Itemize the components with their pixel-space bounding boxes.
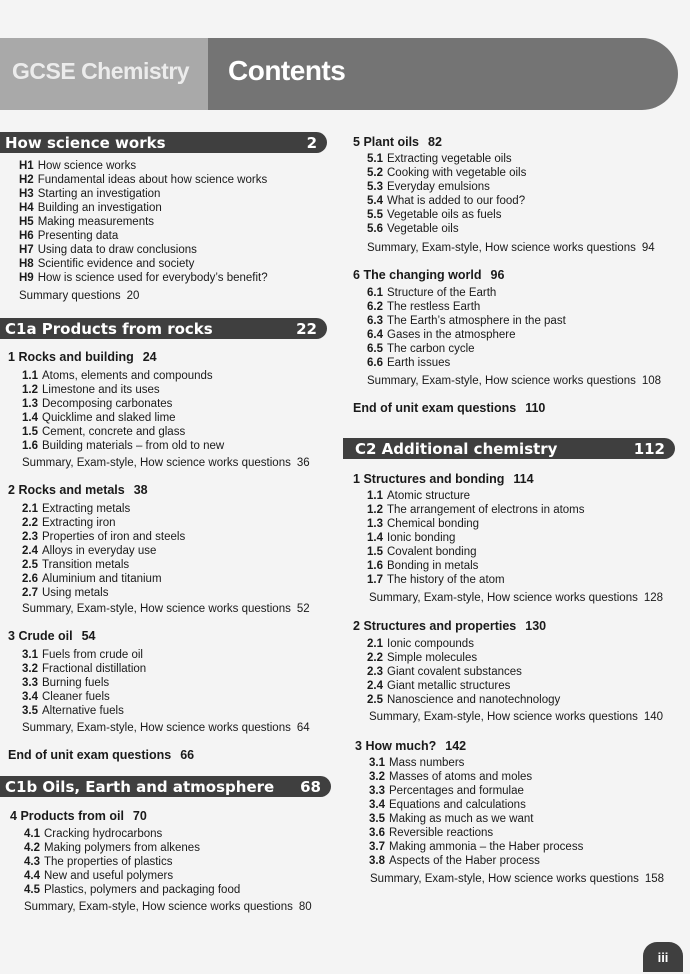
list-item[interactable]: H9 How is science used for everybody’s benefit?: [19, 272, 268, 284]
list-item[interactable]: 4.2 Making polymers from alkenes: [24, 842, 200, 854]
list-item[interactable]: 3.3 Percentages and formulae: [369, 785, 524, 797]
list-item[interactable]: 3.6 Reversible reactions: [369, 827, 494, 839]
list-item[interactable]: H2 Fundamental ideas about how science works: [19, 174, 268, 186]
list-item[interactable]: 2.6 Aluminium and titanium: [22, 573, 162, 585]
end-of-unit-questions[interactable]: End of unit exam questions 110: [353, 401, 546, 415]
list-item[interactable]: 3.2 Fractional distillation: [22, 663, 147, 675]
chapter-heading[interactable]: 1 Rocks and building 24: [8, 350, 157, 364]
list-item[interactable]: 2.3 Properties of iron and steels: [22, 531, 186, 543]
summary-line[interactable]: Summary, Exam-style, How science works questions 36: [22, 457, 310, 469]
unit-page: 2: [306, 134, 317, 152]
chapter-heading[interactable]: 1 Structures and bonding 114: [353, 472, 534, 486]
list-item[interactable]: 5.2 Cooking with vegetable oils: [367, 167, 527, 179]
list-item[interactable]: 3.1 Fuels from crude oil: [22, 649, 143, 661]
list-item[interactable]: 3.5 Alternative fuels: [22, 705, 124, 717]
unit-title: How science works: [5, 134, 166, 152]
list-item[interactable]: H7 Using data to draw conclusions: [19, 244, 197, 256]
unit-bar-c2[interactable]: [343, 438, 675, 459]
unit-title: C1b Oils, Earth and atmosphere: [5, 778, 275, 796]
summary-line[interactable]: Summary, Exam-style, How science works questions 158: [370, 873, 665, 885]
summary-line[interactable]: Summary, Exam-style, How science works questions 80: [24, 901, 312, 913]
chapter-heading[interactable]: 6 The changing world 96: [353, 268, 505, 282]
summary-line[interactable]: Summary questions 20: [19, 290, 140, 302]
list-item[interactable]: 4.1 Cracking hydrocarbons: [24, 828, 163, 840]
chapter-heading[interactable]: 2 Rocks and metals 38: [8, 483, 148, 497]
header-bar: [0, 38, 678, 110]
list-item[interactable]: 5.1 Extracting vegetable oils: [367, 153, 512, 165]
list-item[interactable]: 6.3 The Earth’s atmosphere in the past: [367, 315, 566, 327]
list-item[interactable]: 2.4 Giant metallic structures: [367, 680, 511, 692]
list-item[interactable]: H1 How science works: [19, 160, 137, 172]
list-item[interactable]: 4.4 New and useful polymers: [24, 870, 174, 882]
list-item[interactable]: 2.4 Alloys in everyday use: [22, 545, 157, 557]
list-item[interactable]: 5.5 Vegetable oils as fuels: [367, 209, 502, 221]
list-item[interactable]: H4 Building an investigation: [19, 202, 162, 214]
chapter-heading[interactable]: 2 Structures and properties 130: [353, 619, 547, 633]
list-item[interactable]: H5 Making measurements: [19, 216, 155, 228]
unit-title: C1a Products from rocks: [5, 320, 213, 338]
list-item[interactable]: H6 Presenting data: [19, 230, 119, 242]
list-item[interactable]: H8 Scientific evidence and society: [19, 258, 195, 270]
header-subject-panel: [0, 38, 208, 110]
list-item[interactable]: 1.4 Ionic bonding: [367, 532, 456, 544]
list-item[interactable]: 2.3 Giant covalent substances: [367, 666, 522, 678]
list-item[interactable]: 1.1 Atomic structure: [367, 490, 471, 502]
list-item[interactable]: 2.5 Nanoscience and nanotechnology: [367, 694, 561, 706]
list-item[interactable]: 4.3 The properties of plastics: [24, 856, 173, 868]
list-item[interactable]: 2.7 Using metals: [22, 587, 109, 599]
chapter-heading[interactable]: 3 Crude oil 54: [8, 629, 96, 643]
unit-bar-how-science-works[interactable]: [0, 132, 327, 153]
list-item[interactable]: 1.7 The history of the atom: [367, 574, 505, 586]
unit-bar-c1b[interactable]: [0, 776, 331, 797]
end-of-unit-questions[interactable]: End of unit exam questions 66: [8, 748, 195, 762]
list-item[interactable]: 3.4 Equations and calculations: [369, 799, 526, 811]
list-item[interactable]: 2.1 Ionic compounds: [367, 638, 474, 650]
summary-line[interactable]: Summary, Exam-style, How science works questions 52: [22, 603, 310, 615]
list-item[interactable]: 6.1 Structure of the Earth: [367, 287, 497, 299]
list-item[interactable]: 6.4 Gases in the atmosphere: [367, 329, 516, 341]
list-item[interactable]: 2.5 Transition metals: [22, 559, 130, 571]
list-item[interactable]: 1.5 Covalent bonding: [367, 546, 477, 558]
unit-bar-c1a[interactable]: [0, 318, 327, 339]
list-item[interactable]: 3.4 Cleaner fuels: [22, 691, 110, 703]
list-item[interactable]: 4.5 Plastics, polymers and packaging food: [24, 884, 241, 896]
page-title: Contents: [228, 55, 346, 86]
book-subject: GCSE Chemistry: [12, 58, 190, 84]
unit-page: 68: [300, 778, 321, 796]
list-item[interactable]: 1.2 The arrangement of electrons in atoms: [367, 504, 585, 516]
list-item[interactable]: 1.1 Atoms, elements and compounds: [22, 370, 213, 382]
list-item[interactable]: 3.5 Making as much as we want: [369, 813, 534, 825]
summary-line[interactable]: Summary, Exam-style, How science works questions 128: [369, 592, 664, 604]
list-item[interactable]: 3.2 Masses of atoms and moles: [369, 771, 533, 783]
summary-line[interactable]: Summary, Exam-style, How science works questions 140: [369, 711, 664, 723]
list-item[interactable]: 5.4 What is added to our food?: [367, 195, 526, 207]
list-item[interactable]: 6.6 Earth issues: [367, 357, 451, 369]
list-item[interactable]: H3 Starting an investigation: [19, 188, 161, 200]
summary-line[interactable]: Summary, Exam-style, How science works questions 64: [22, 722, 310, 734]
list-item[interactable]: 1.2 Limestone and its uses: [22, 384, 160, 396]
list-item[interactable]: 1.6 Bonding in metals: [367, 560, 479, 572]
summary-line[interactable]: Summary, Exam-style, How science works questions 108: [367, 375, 662, 387]
list-item[interactable]: 1.3 Chemical bonding: [367, 518, 480, 530]
summary-line[interactable]: Summary, Exam-style, How science works questions 94: [367, 242, 655, 254]
list-item[interactable]: 1.4 Quicklime and slaked lime: [22, 412, 176, 424]
list-item[interactable]: 3.1 Mass numbers: [369, 757, 465, 769]
unit-title: C2 Additional chemistry: [355, 440, 558, 458]
list-item[interactable]: 3.7 Making ammonia – the Haber process: [369, 841, 584, 853]
list-item[interactable]: 6.2 The restless Earth: [367, 301, 481, 313]
chapter-heading[interactable]: 4 Products from oil 70: [10, 809, 147, 823]
list-item[interactable]: 3.3 Burning fuels: [22, 677, 110, 689]
page-number-badge: iii: [643, 942, 683, 972]
list-item[interactable]: 1.5 Cement, concrete and glass: [22, 426, 186, 438]
list-item[interactable]: 3.8 Aspects of the Haber process: [369, 855, 540, 867]
list-item[interactable]: 5.3 Everyday emulsions: [367, 181, 490, 193]
list-item[interactable]: 5.6 Vegetable oils: [367, 223, 459, 235]
unit-page: 112: [633, 440, 665, 458]
list-item[interactable]: 2.1 Extracting metals: [22, 503, 131, 515]
list-item[interactable]: 1.6 Building materials – from old to new: [22, 440, 225, 452]
list-item[interactable]: 6.5 The carbon cycle: [367, 343, 475, 355]
chapter-heading[interactable]: 3 How much? 142: [355, 739, 467, 753]
list-item[interactable]: 1.3 Decomposing carbonates: [22, 398, 173, 410]
list-item[interactable]: 2.2 Extracting iron: [22, 517, 116, 529]
list-item[interactable]: 2.2 Simple molecules: [367, 652, 478, 664]
unit-page: 22: [296, 320, 317, 338]
chapter-heading[interactable]: 5 Plant oils 82: [353, 135, 442, 149]
